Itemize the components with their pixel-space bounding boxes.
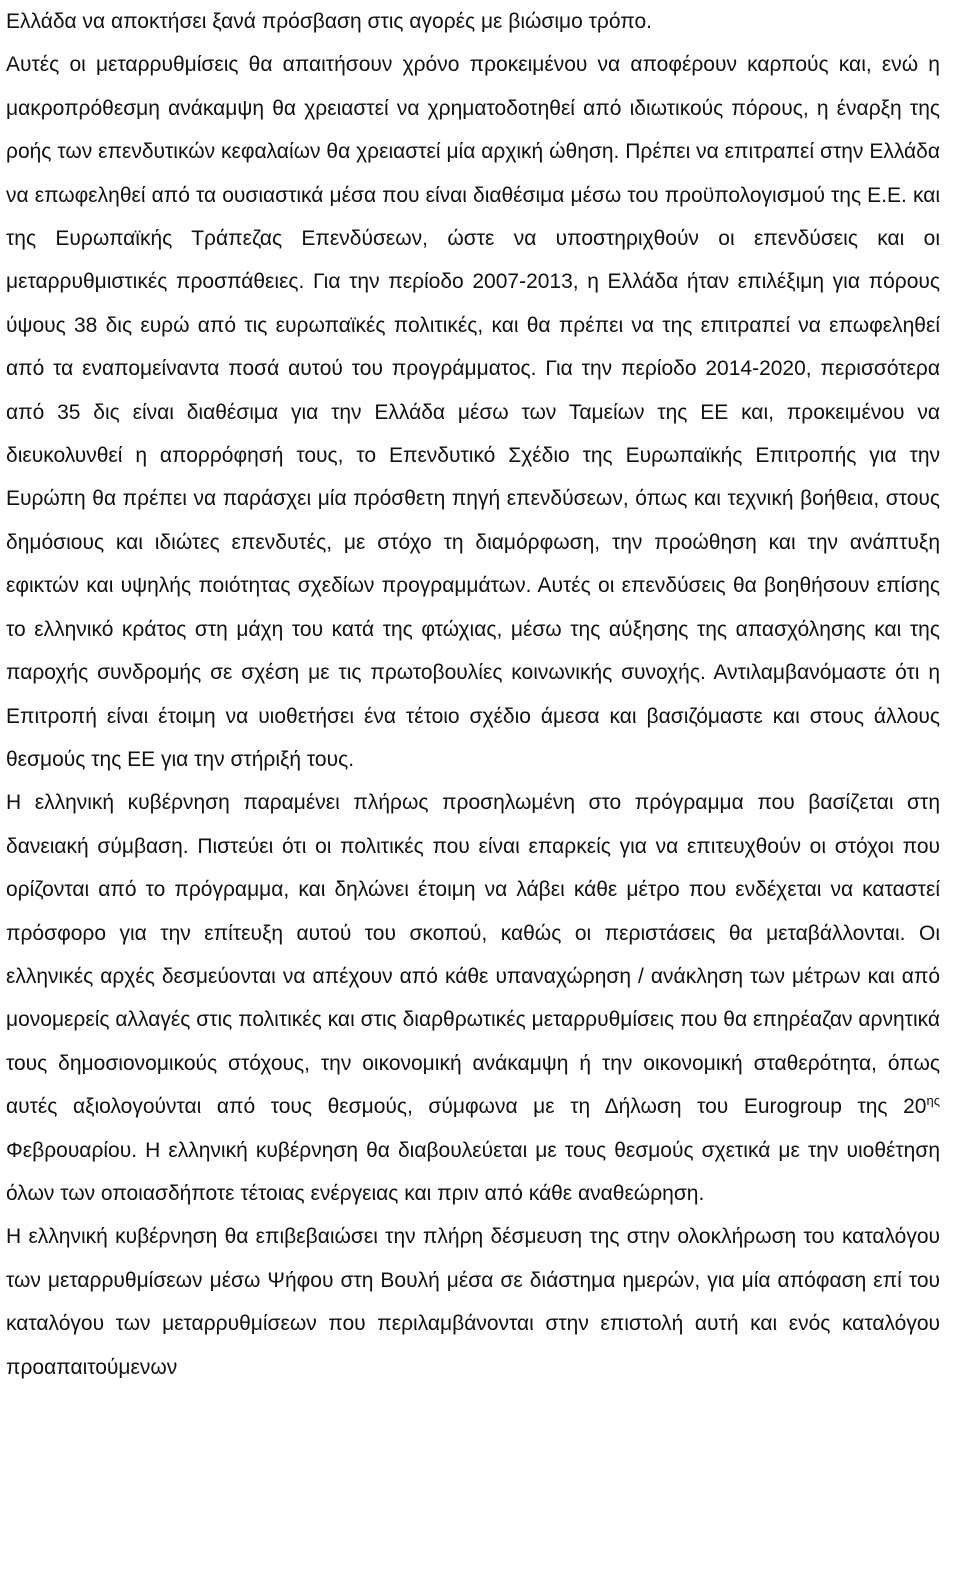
first-line: Ελλάδα να αποκτήσει ξανά πρόσβαση στις αγορές με βιώσιμο τρόπο. bbox=[6, 10, 652, 33]
paragraph-2-text-after: Φεβρουαρίου. Η ελληνική κυβέρνηση θα διαβουλεύεται με τους θεσμούς σχετικά με την υιοθέτηση όλων των οποιασδήποτε τέτοιας ενέργειας και πριν από κάθε αναθεώρηση. bbox=[6, 1138, 940, 1205]
paragraph-2-text-before: Η ελληνική κυβέρνηση παραμένει πλήρως προσηλωμένη στο πρόγραμμα που βασίζεται στη δανειακή σύμβαση. Πιστεύει ότι οι πολιτικές που είναι επαρκείς για να επιτευχθούν οι στόχοι που ορίζονται από το πρόγραμμα, και δηλώνει έτοιμη να λάβει κάθε μέτρο που ενδέχεται να καταστεί πρόσφορο για την επίτευξη αυτού του σκοπού, καθώς οι περιστάσεις θα μεταβάλλονται. Οι ελληνικές αρχές δεσμεύονται να απέχουν από κάθε υπαναχώρηση / ανάκληση των μέτρων και από μονομερείς αλλαγές στις πολιτικές και στις διαρθρωτικές μεταρρυθμίσεις που θα επηρέαζαν αρνητικά τους δημοσιονομικούς στόχους, την οικονομική ανάκαμψη ή την οικονομική σταθερότητα, όπως αυτές αξιολογούνται από τους θεσμούς, σύμφωνα με τη Δήλωση του Eurogroup της 20 bbox=[6, 791, 940, 1119]
paragraph-3: Η ελληνική κυβέρνηση θα επιβεβαιώσει την πλήρη δέσμευση της στην ολοκλήρωση του καταλόγου των μεταρρυθμίσεων μέσω Ψήφου στη Βουλή μέσα σε διάστημα ημερών, για μία απόφαση επί του καταλόγου των μεταρρυθμίσεων που περιλαμβάνονται στην επιστολή αυτή και ενός καταλόγου προαπαιτούμενων bbox=[6, 1225, 940, 1379]
ordinal-superscript: ης bbox=[926, 1093, 940, 1109]
paragraph-2 bbox=[6, 781, 940, 1215]
paragraph-1: Αυτές οι μεταρρυθμίσεις θα απαιτήσουν χρόνο προκειμένου να αποφέρουν καρπούς και, ενώ η μακροπρόθεσμη ανάκαμψη θα χρειαστεί να χρηματοδοτηθεί από ιδιωτικούς πόρους, η έναρξη της ροής των επενδυτικών κεφαλαίων θα χρειαστεί μία αρχική ώθηση. Πρέπει να επιτραπεί στην Ελλάδα να επωφεληθεί από τα ουσιαστικά μέσα που είναι διαθέσιμα μέσω του προϋπολογισμού της Ε.Ε. και της Ευρωπαϊκής Τράπεζας Επενδύσεων, ώστε να υποστηριχθούν οι επενδύσεις και οι μεταρρυθμιστικές προσπάθειες. Για την περίοδο 2007-2013, η Ελλάδα ήταν επιλέξιμη για πόρους ύψους 38 δις ευρώ από τις ευρωπαϊκές πολιτικές, και θα πρέπει να της επιτραπεί να επωφεληθεί από τα εναπομείναντα ποσά αυτού του προγράμματος. Για την περίοδο 2014-2020, περισσότερα από 35 δις είναι διαθέσιμα για την Ελλάδα μέσω των Ταμείων της ΕΕ και, προκειμένου να διευκολυνθεί η απορρόφησή τους, το Επενδυτικό Σχέδιο της Ευρωπαϊκής Επιτροπής για την Ευρώπη θα πρέπει να παράσχει μία πρόσθετη πηγή επενδύσεων, όπως και τεχνική βοήθεια, στους δημόσιους και ιδιώτες επενδυτές, με στόχο τη διαμόρφωση, την προώθηση και την ανάπτυξη εφικτών και υψηλής ποιότητας σχεδίων προγραμμάτων. Αυτές οι επενδύσεις θα βοηθήσουν επίσης το ελληνικό κράτος στη μάχη του κατά της φτώχιας, μέσω της αύξησης της απασχόλησης και της παροχής συνδρομής σε σχέση με τις πρωτοβουλίες κοινωνικής συνοχής. Αντιλαμβανόμαστε ότι η Επιτροπή είναι έτοιμη να υιοθετήσει ένα τέτοιο σχέδιο άμεσα και βασιζόμαστε και στους άλλους θεσμούς της ΕΕ για την στήριξή τους. bbox=[6, 53, 940, 771]
